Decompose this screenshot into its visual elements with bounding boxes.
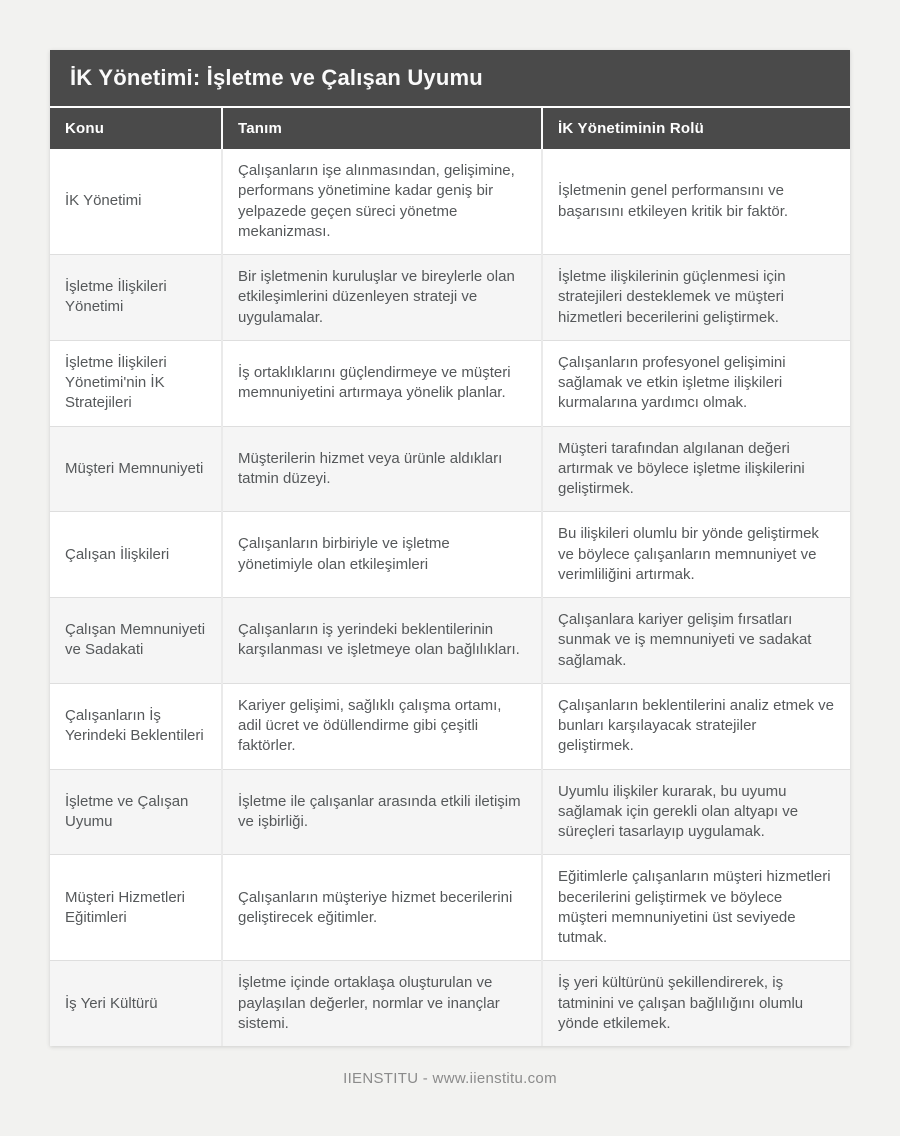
cell-rol: İşletmenin genel performansını ve başarısını etkileyen kritik bir faktör. xyxy=(542,149,850,255)
cell-tanim: Çalışanların birbiriyle ve işletme yönetimiyle olan etkileşimleri xyxy=(222,512,542,598)
cell-tanim: İş ortaklıklarını güçlendirmeye ve müşteri memnuniyetini artırmaya yönelik planlar. xyxy=(222,340,542,426)
column-header-tanim: Tanım xyxy=(222,108,542,149)
table-row xyxy=(50,598,850,684)
cell-konu: İş Yeri Kültürü xyxy=(50,961,222,1046)
table-row xyxy=(50,855,850,961)
cell-rol: Uyumlu ilişkiler kurarak, bu uyumu sağlamak için gerekli olan altyapı ve süreçleri tasarlayıp uygulamak. xyxy=(542,769,850,855)
column-header-rol: İK Yönetiminin Rolü xyxy=(542,108,850,149)
cell-tanim: Çalışanların işe alınmasından, gelişimine, performans yönetimine kadar geniş bir yelpazede geçen süreci yönetme mekanizması. xyxy=(222,149,542,255)
cell-tanim: İşletme ile çalışanlar arasında etkili iletişim ve işbirliği. xyxy=(222,769,542,855)
cell-rol: Müşteri tarafından algılanan değeri artırmak ve böylece işletme ilişkilerini geliştirmek. xyxy=(542,426,850,512)
cell-tanim: Çalışanların iş yerindeki beklentilerinin karşılanması ve işletmeye olan bağlılıkları. xyxy=(222,598,542,684)
cell-konu: Müşteri Hizmetleri Eğitimleri xyxy=(50,855,222,961)
cell-tanim: Çalışanların müşteriye hizmet becerilerini geliştirecek eğitimler. xyxy=(222,855,542,961)
page-title: İK Yönetimi: İşletme ve Çalışan Uyumu xyxy=(50,50,850,108)
column-header-konu: Konu xyxy=(50,108,222,149)
cell-konu: İşletme ve Çalışan Uyumu xyxy=(50,769,222,855)
table-row xyxy=(50,512,850,598)
table-row xyxy=(50,255,850,341)
table-body xyxy=(50,149,850,1046)
table-row xyxy=(50,769,850,855)
hr-management-table xyxy=(50,108,850,1046)
cell-rol: Eğitimlerle çalışanların müşteri hizmetleri becerilerini geliştirmek ve böylece müşteri memnuniyetini üst seviyede tutmak. xyxy=(542,855,850,961)
cell-rol: Çalışanların beklentilerini analiz etmek ve bunları karşılayacak stratejiler geliştirmek. xyxy=(542,683,850,769)
cell-konu: Çalışan Memnuniyeti ve Sadakati xyxy=(50,598,222,684)
cell-rol: Çalışanlara kariyer gelişim fırsatları sunmak ve iş memnuniyeti ve sadakat sağlamak. xyxy=(542,598,850,684)
cell-konu: İK Yönetimi xyxy=(65,192,142,210)
table-row xyxy=(50,683,850,769)
table-card xyxy=(50,50,850,1046)
table-row xyxy=(50,149,850,255)
cell-rol: İşletme ilişkilerinin güçlenmesi için stratejileri desteklemek ve müşteri hizmetleri becerilerini geliştirmek. xyxy=(542,255,850,341)
cell-tanim: Kariyer gelişimi, sağlıklı çalışma ortamı, adil ücret ve ödüllendirme gibi çeşitli faktörler. xyxy=(222,683,542,769)
cell-konu: İşletme İlişkileri Yönetimi'nin İK Stratejileri xyxy=(50,340,222,426)
cell-rol: Çalışanların profesyonel gelişimini sağlamak ve etkin işletme ilişkileri kurmalarına yardımcı olmak. xyxy=(542,340,850,426)
footer-credit: IIENSTITU - www.iienstitu.com xyxy=(343,1070,557,1087)
cell-tanim: İşletme içinde ortaklaşa oluşturulan ve paylaşılan değerler, normlar ve inançlar sistemi. xyxy=(222,961,542,1046)
cell-tanim: Bir işletmenin kuruluşlar ve bireylerle olan etkileşimlerini düzenleyen strateji ve uygulamalar. xyxy=(222,255,542,341)
table-row xyxy=(50,340,850,426)
cell-rol: İş yeri kültürünü şekillendirerek, iş tatminini ve çalışan bağlılığını olumlu yönde etkilemek. xyxy=(542,961,850,1046)
cell-rol: Bu ilişkileri olumlu bir yönde geliştirmek ve böylece çalışanların memnuniyet ve verimliliğini artırmak. xyxy=(542,512,850,598)
cell-konu: Çalışan İlişkileri xyxy=(50,512,222,598)
table-row xyxy=(50,961,850,1046)
table-header-row xyxy=(50,108,850,149)
table-row xyxy=(50,426,850,512)
cell-tanim: Müşterilerin hizmet veya ürünle aldıkları tatmin düzeyi. xyxy=(222,426,542,512)
cell-konu: Çalışanların İş Yerindeki Beklentileri xyxy=(50,683,222,769)
cell-konu: Müşteri Memnuniyeti xyxy=(50,426,222,512)
cell-konu: İşletme İlişkileri Yönetimi xyxy=(50,255,222,341)
